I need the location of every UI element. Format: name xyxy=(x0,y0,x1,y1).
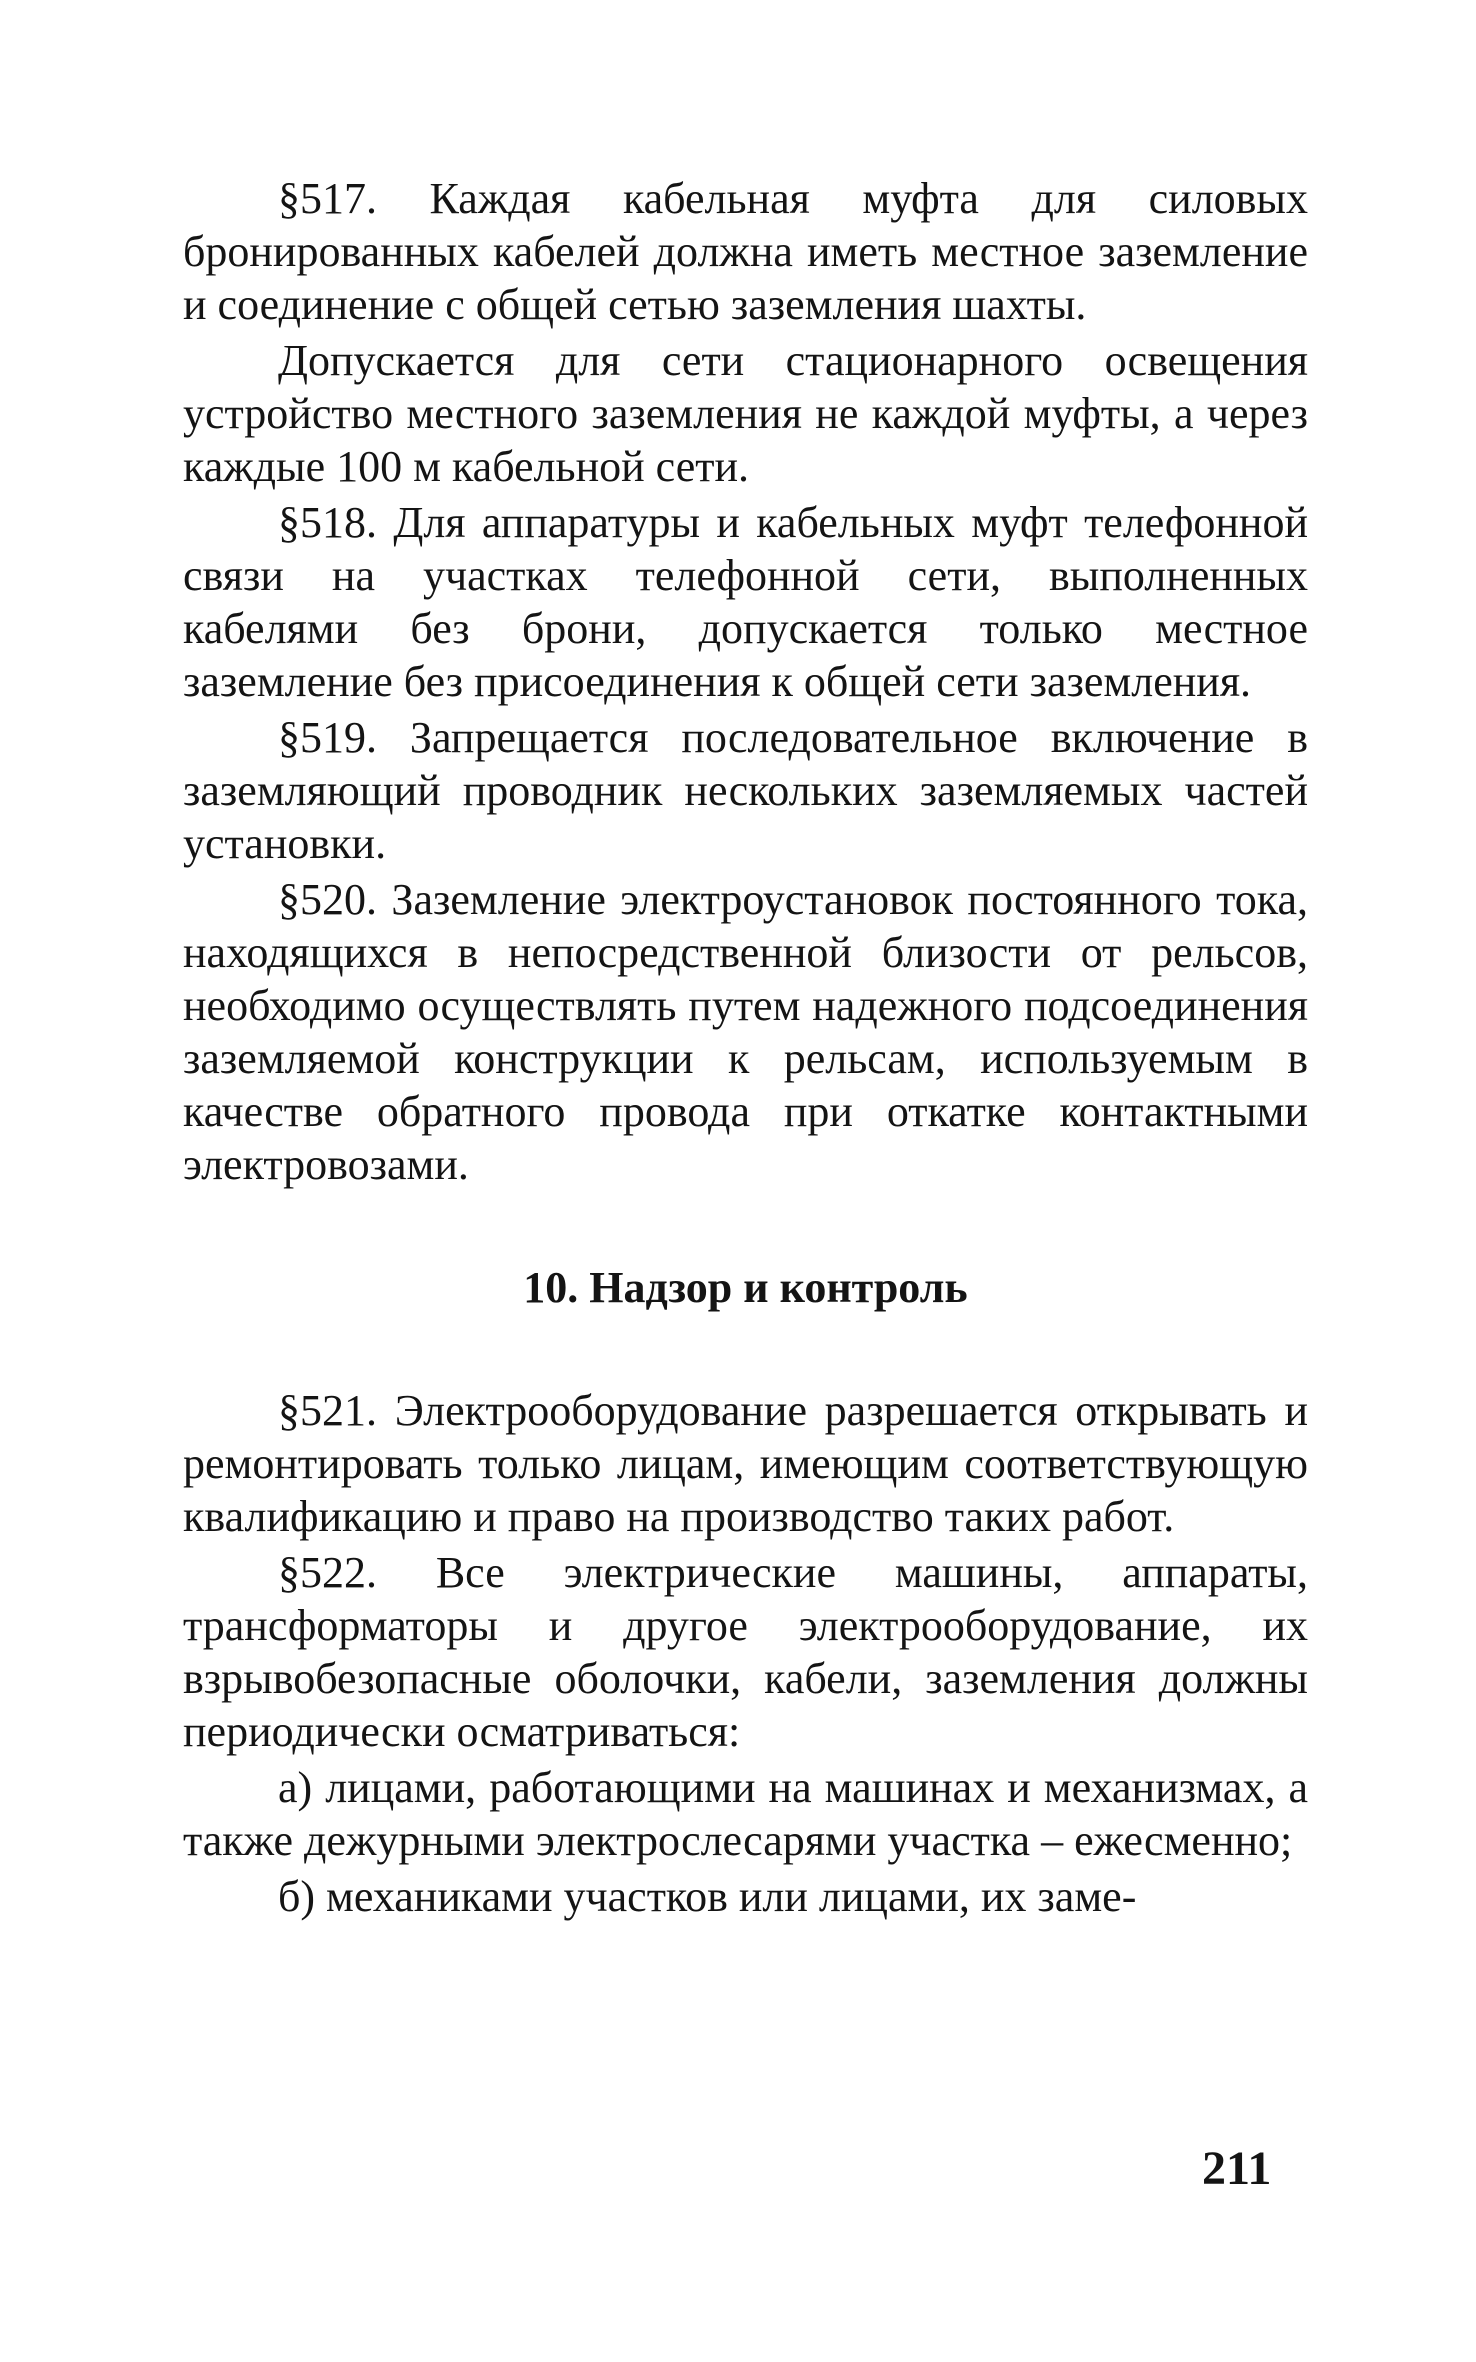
page-number: 211 xyxy=(1202,2142,1272,2195)
paragraph-520: §520. Заземление электроустановок постоянного тока, находящихся в непосредственной близости от рельсов, необходимо осуществлять путем надежного подсоединения заземляемой конструкции к рельсам, используемым в качестве обратного провода при откатке контактными электровозами. xyxy=(183,875,1308,1189)
paragraph-518: §518. Для аппаратуры и кабельных муфт телефонной связи на участках телефонной сети, выполненных кабелями без брони, допускается только местное заземление без присоединения к общей сети заземления. xyxy=(183,498,1308,706)
document-page xyxy=(183,172,1308,1926)
paragraph-517: §517. Каждая кабельная муфта для силовых бронированных кабелей должна иметь местное заземление и соединение с общей сетью заземления шахты. xyxy=(183,174,1308,329)
list-item-b: б) механиками участков или лицами, их заме- xyxy=(278,1872,1137,1921)
paragraph-517-lighting: Допускается для сети стационарного освещения устройство местного заземления не каждой муфты, а через каждые 100 м кабельной сети. xyxy=(183,336,1308,491)
paragraph-519: §519. Запрещается последовательное включение в заземляющий проводник нескольких заземляемых частей установки. xyxy=(183,713,1308,868)
paragraph-521: §521. Электрооборудование разрешается открывать и ремонтировать только лицам, имеющим соответствующую квалификацию и право на производство таких работ. xyxy=(183,1386,1308,1541)
list-item-a: а) лицами, работающими на машинах и механизмах, а также дежурными электрослесарями участка – ежесменно; xyxy=(183,1763,1308,1865)
section-heading: 10. Надзор и контроль xyxy=(523,1263,968,1312)
paragraph-522: §522. Все электрические машины, аппараты, трансформаторы и другое электрооборудование, их взрывобезопасные оболочки, кабели, заземления должны периодически осматриваться: xyxy=(183,1548,1308,1756)
